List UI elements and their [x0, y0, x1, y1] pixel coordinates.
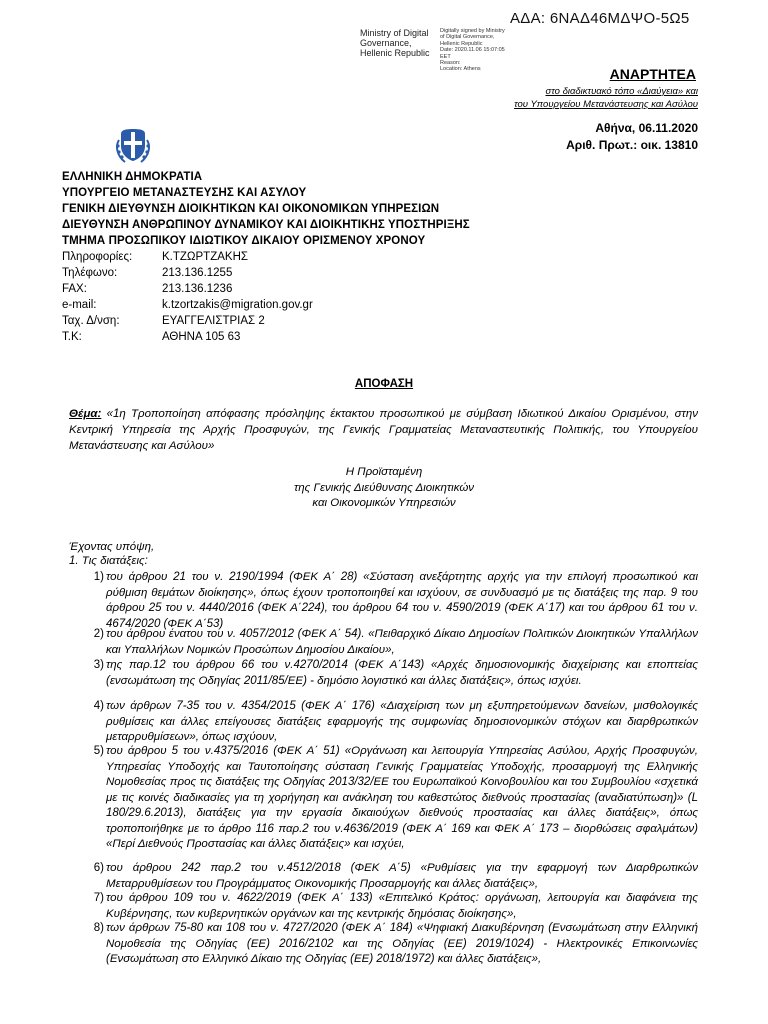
provision-item — [86, 891, 698, 922]
contact-label: Πληροφορίες: — [62, 251, 133, 263]
contact-label: Τ.Κ: — [62, 331, 82, 343]
posting-line: στο διαδικτυακό τόπο «Διαύγεια» και — [545, 86, 698, 97]
contact-value: Κ.ΤΖΩΡΤΖΑΚΗΣ — [162, 251, 248, 263]
signature-detail: Hellenic Republic — [440, 40, 483, 47]
signature-detail: Date: 2020.11.06 15:07:05 — [440, 47, 505, 54]
provision-item — [86, 921, 698, 968]
signer-line: Ministry of Digital — [360, 28, 429, 38]
ada-code: ΑΔΑ: 6ΝΑΔ46ΜΔΨΟ-5Ω5 — [510, 10, 690, 27]
signature-detail: Location: Athens — [440, 66, 481, 73]
provision-item — [86, 570, 698, 632]
issuer-line: της Γενικής Διεύθυνσης Διοικητικών — [293, 482, 475, 494]
provision-text: του άρθρου 5 του ν.4375/2016 (ΦΕΚ Α΄ 51) «Οργάνωση και λειτουργία Υπηρεσίας Ασύλου, Αρχής Προσφυγών, Υπηρεσίας Υποδοχής και Ταυτοποίησης σύσταση Γενικής Γραμματείας Υποδοχής, προσαρμογή της Ελληνικής Νομοθεσίας προς τις διατάξεις της Οδηγίας 2013/32/ΕΕ του Ευρωπαϊκού Κοινοβουλίου και του Συμβουλίου «σχετικά με τις κοινές διαδικασίες για τη χορήγηση και ανάκληση του καθεστώτος διεθνούς προστασίας (αναδιατύπωση)» (L 180/29.6.2013), διατάξεις για την εργασία δικαιούχων διεθνούς προστασίας και άλλες διατάξεις», όπως τροποποιήθηκε με το άρθρο 116 παρ.2 του ν.4636/2019 (ΦΕΚ Α΄ 169 και ΦΕΚ Α΄ 173 – διορθώσεις σφαλμάτων) «Περί Διεθνούς Προστασίας και άλλες διατάξεις» και ισχύει, — [106, 745, 698, 850]
provision-item — [86, 744, 698, 853]
considering-text: Έχοντας υπόψη, — [69, 541, 155, 553]
signature-detail: Reason: — [440, 60, 461, 66]
provision-text: του άρθρου 242 παρ.2 του ν.4512/2018 (ΦΕΚ Α΄5) «Ρυθμίσεις για την εφαρμογή των Διαρθρωτικών Μεταρρυθμίσεων του Προγράμματος Οικονομικής Προσαρμογής και άλλες διατάξεις», — [106, 862, 698, 890]
contact-value: ΕΥΑΓΓΕΛΙΣΤΡΙΑΣ 2 — [162, 315, 265, 327]
signature-detail: Digitally signed by Ministry — [440, 28, 505, 34]
provision-number: 2) — [93, 628, 104, 640]
provision-number: 8) — [93, 922, 104, 934]
contact-value: 213.136.1236 — [162, 283, 233, 295]
provision-number: 1) — [93, 571, 104, 583]
provision-item — [86, 627, 698, 658]
decision-title: ΑΠΟΦΑΣΗ — [354, 378, 414, 390]
provision-text: του άρθρου ένατου του ν. 4057/2012 (ΦΕΚ Α΄ 54). «Πειθαρχικό Δίκαιο Δημοσίων Πολιτικών Διοικητικών Υπαλλήλων και Υπαλλήλων Νομικών Προσώπων Δημοσίου Δικαίου», — [106, 628, 698, 656]
contact-label: Ταχ. Δ/νση: — [62, 315, 120, 327]
signature-detail: of Digital Governance, — [440, 34, 495, 41]
contact-value: 213.136.1255 — [162, 267, 233, 279]
header-line: ΓΕΝΙΚΗ ΔΙΕΥΘΥΝΣΗ ΔΙΟΙΚΗΤΙΚΩΝ ΚΑΙ ΟΙΚΟΝΟΜΙΚΩΝ ΥΠΗΡΕΣΙΩΝ — [62, 203, 440, 215]
provision-text: του άρθρου 109 του ν. 4622/2019 (ΦΕΚ Α΄ 133) «Επιτελικό Κράτος: οργάνωση, λειτουργία και διαφάνεια της Κυβέρνησης, των κυβερνητικών οργάνων και της κεντρικής δημόσιας διοίκησης», — [106, 892, 698, 920]
contact-label: FAX: — [62, 283, 87, 295]
provision-item — [86, 699, 698, 746]
subject-text: «1η Τροποποίηση απόφασης πρόσληψης έκτακτου προσωπικού με σύμβαση Ιδιωτικού Δικαίου Ορισμένου, στην Κεντρική Υπηρεσία της Αρχής Προσφυγών, της Γενικής Γραμματείας Μεταναστευτικής Πολιτικής, του Υπουργείου Μετανάστευσης και Ασύλου» — [69, 408, 698, 452]
protocol-number: Αριθ. Πρωτ.: οικ. 13810 — [566, 138, 698, 152]
header-line: ΕΛΛΗΝΙΚΗ ΔΗΜΟΚΡΑΤΙΑ — [62, 171, 203, 183]
signer-line: Hellenic Republic — [360, 48, 430, 58]
contact-value: ΑΘΗΝΑ 105 63 — [162, 331, 241, 343]
signature-detail: EET — [440, 53, 451, 60]
provision-number: 4) — [93, 700, 104, 712]
issuer-line: Η Προϊσταμένη — [345, 466, 423, 478]
provision-text: των άρθρων 75-80 και 108 του ν. 4727/2020 (ΦΕΚ Α΄ 184) «Ψηφιακή Διακυβέρνηση (Ενσωμάτωση στην Ελληνική Νομοθεσία της Οδηγίας (ΕΕ) 2016/2102 και της Οδηγίας (ΕΕ) 2019/1024) - Ηλεκτρονικές Επικοινωνίες (Ενσωμάτωση στο Ελληνικό Δίκαιο της Οδηγίας (ΕΕ) 2018/1972) και άλλες διατάξεις», — [106, 922, 698, 965]
posting-title: ΑΝΑΡΤΗΤΕΑ — [609, 66, 696, 82]
issuer-line: και Οικονομικών Υπηρεσιών — [312, 497, 456, 509]
provision-number: 5) — [93, 745, 104, 757]
contact-label: Τηλέφωνο: — [62, 267, 118, 279]
header-line: ΔΙΕΥΘΥΝΣΗ ΑΝΘΡΩΠΙΝΟΥ ΔΥΝΑΜΙΚΟΥ ΚΑΙ ΔΙΟΙΚΗΤΙΚΗΣ ΥΠΟΣΤΗΡΙΞΗΣ — [62, 219, 470, 231]
greek-coat-of-arms-icon — [113, 126, 153, 166]
signer-line: Governance, — [360, 38, 412, 48]
provision-text: των άρθρων 7-35 του ν. 4354/2015 (ΦΕΚ Α΄ 176) «Διαχείριση των μη εξυπηρετούμενων δανείων, μισθολογικές ρυθμίσεις και άλλες επείγουσες διατάξεις εφαρμογής της συμφωνίας δημοσιονομικών στόχων και διαρθρωτικών μεταρρυθμίσεων», όπως ισχύουν, — [106, 700, 698, 743]
subject — [69, 406, 698, 454]
provision-item — [86, 658, 698, 689]
provision-item — [86, 861, 698, 892]
email-link[interactable]: k.tzortzakis@migration.gov.gr — [162, 299, 313, 311]
contact-label: e-mail: — [62, 299, 97, 311]
provision-number: 7) — [93, 892, 104, 904]
document-date: Αθήνα, 06.11.2020 — [595, 121, 698, 135]
header-line: ΥΠΟΥΡΓΕΙΟ ΜΕΤΑΝΑΣΤΕΥΣΗΣ ΚΑΙ ΑΣΥΛΟΥ — [62, 187, 307, 199]
provisions-heading: 1. Τις διατάξεις: — [69, 555, 148, 567]
header-line: ΤΜΗΜΑ ΠΡΟΣΩΠΙΚΟΥ ΙΔΙΩΤΙΚΟΥ ΔΙΚΑΙΟΥ ΟΡΙΣΜΕΝΟΥ ΧΡΟΝΟΥ — [62, 235, 426, 247]
provision-number: 6) — [93, 862, 104, 874]
provision-text: της παρ.12 του άρθρου 66 του ν.4270/2014 (ΦΕΚ Α΄143) «Αρχές δημοσιονομικής διαχείρισης και εποπτείας (ενσωμάτωση της Οδηγίας 2011/85/ΕΕ) - δημόσιο λογιστικό και άλλες διατάξεις», όπως ισχύει. — [106, 659, 698, 687]
provision-number: 3) — [93, 659, 104, 671]
subject-label: Θέμα: — [69, 408, 102, 420]
posting-line: του Υπουργείου Μετανάστευσης και Ασύλου — [514, 99, 698, 110]
provision-text: του άρθρου 21 του ν. 2190/1994 (ΦΕΚ Α΄ 28) «Σύσταση ανεξάρτητης αρχής για την επιλογή προσωπικού και ρύθμιση θεμάτων διοίκησης», όπως έχουν τροποποιηθεί και ισχύουν, σε συνδυασμό με τις διατάξεις της παρ. 9 του άρθρου 25 του ν. 4440/2016 (ΦΕΚ Α΄224), του άρθρου 64 του ν. 4590/2019 (ΦΕΚ Α΄17) και του άρθρου 61 του ν. 4674/2020 (ΦΕΚ Α΄53) — [106, 571, 698, 630]
